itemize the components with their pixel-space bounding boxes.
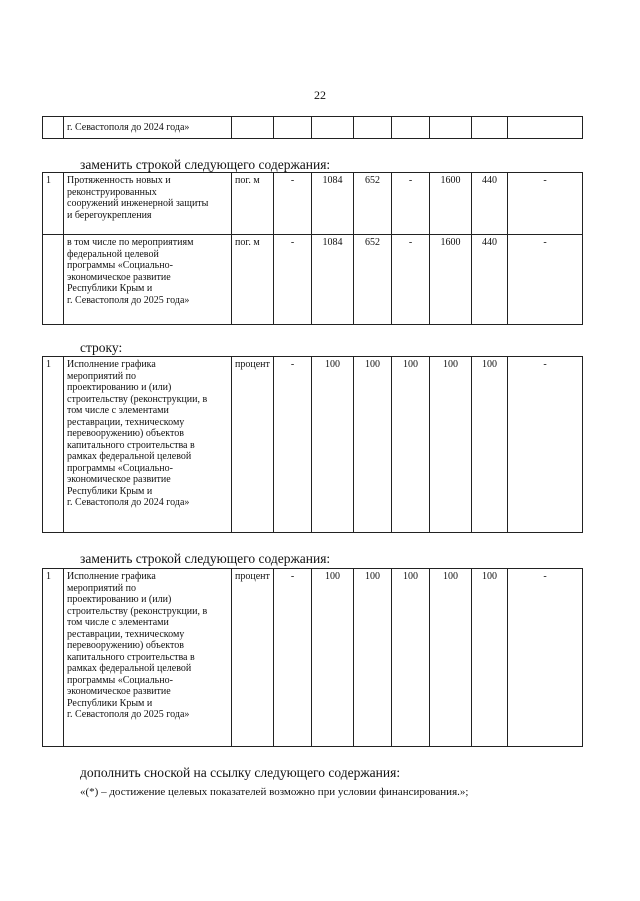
table-cell-name <box>64 569 232 747</box>
table-block-2 <box>42 356 583 533</box>
name-line: г. Севастополя до 2024 года» <box>67 497 190 508</box>
table-cell-name <box>64 173 232 235</box>
name-line: капитального строительства в <box>67 439 195 451</box>
table-cell-value: 1084 <box>312 173 354 235</box>
table-cell-value: - <box>274 235 312 325</box>
table-row <box>43 357 583 533</box>
table-cell-num: 1 <box>43 173 64 235</box>
name-line: мероприятий по <box>67 370 136 382</box>
table-cell-value: - <box>274 357 312 533</box>
name-line: сооружений инженерной защиты <box>67 198 209 209</box>
heading-row: строку: <box>80 340 123 355</box>
table-cell-value: 100 <box>392 569 430 747</box>
name-line: том числе с элементами <box>67 405 169 416</box>
table-block-1 <box>42 172 583 325</box>
name-line: Республики Крым и <box>67 283 153 294</box>
table-cell-value: 100 <box>354 357 392 533</box>
name-line: программы «Социально- <box>67 674 173 686</box>
name-line: и берегоукрепления <box>67 209 152 221</box>
name-line: мероприятий по <box>67 582 136 594</box>
name-line: программы «Социально- <box>67 260 173 271</box>
name-line: Исполнение графика <box>67 571 156 582</box>
table-cell-value: 100 <box>430 569 472 747</box>
name-line: том числе с элементами <box>67 617 169 628</box>
table-cell-value: 100 <box>430 357 472 533</box>
table-cell <box>43 117 64 139</box>
table-cell-value: - <box>508 569 583 747</box>
table-cell-value: 1084 <box>312 235 354 325</box>
table-cell <box>232 117 274 139</box>
name-line: программы «Социально- <box>67 462 173 474</box>
name-line: рамках федеральной целевой <box>67 663 192 674</box>
name-line: перевооружению) объектов <box>67 640 184 651</box>
table-cell-value: 100 <box>392 357 430 533</box>
table-cell <box>508 117 583 139</box>
table-cell-value: 100 <box>312 357 354 533</box>
table-row <box>43 235 583 325</box>
table-cell <box>430 117 472 139</box>
name-line: проектированию и (или) <box>67 382 172 393</box>
name-line: Протяженность новых и <box>67 175 171 186</box>
name-line: строительству (реконструкции, в <box>67 393 208 405</box>
table-block-3 <box>42 568 583 747</box>
table-cell-value: 100 <box>472 569 508 747</box>
name-line: рамках федеральной целевой <box>67 451 192 462</box>
table-cell <box>392 117 430 139</box>
footnote-text: «(*) – достижение целевых показателей возможно при условии финансирования.»; <box>80 786 469 798</box>
table-cell-name: г. Севастополя до 2024 года» <box>64 117 232 139</box>
table-cell-value: 440 <box>472 235 508 325</box>
name-line: федеральной целевой <box>67 248 159 260</box>
name-line: г. Севастополя до 2025 года» <box>67 294 190 306</box>
name-line: экономическое развитие <box>67 474 171 485</box>
name-line: реставрации, техническому <box>67 416 185 428</box>
table-cell-num: 1 <box>43 357 64 533</box>
table-cell-value: 100 <box>354 569 392 747</box>
table-cell-value: 1600 <box>430 173 472 235</box>
table-row <box>43 569 583 747</box>
table-cell-value: - <box>392 235 430 325</box>
table-cell-value: - <box>508 173 583 235</box>
table-cell-name <box>64 357 232 533</box>
table-cell-value: 440 <box>472 173 508 235</box>
name-line: в том числе по мероприятиям <box>67 237 194 248</box>
table-cell <box>472 117 508 139</box>
name-line: реконструированных <box>67 186 157 198</box>
table-cell-value: 652 <box>354 235 392 325</box>
table-cell-value: - <box>508 235 583 325</box>
table-cell-value: 1600 <box>430 235 472 325</box>
table-cell-unit: процент <box>232 357 274 533</box>
table-cell-num <box>43 235 64 325</box>
heading-footnote: дополнить сноской на ссылку следующего содержания: <box>80 765 401 780</box>
name-line: Республики Крым и <box>67 485 153 497</box>
page-number: 22 <box>314 88 326 102</box>
name-line: г. Севастополя до 2025 года» <box>67 709 190 720</box>
name-line: перевооружению) объектов <box>67 428 184 439</box>
name-line: экономическое развитие <box>67 271 171 283</box>
table-cell-unit: пог. м <box>232 235 274 325</box>
name-line: Исполнение графика <box>67 359 156 370</box>
name-line: реставрации, техническому <box>67 628 185 640</box>
name-line: капитального строительства в <box>67 651 195 663</box>
table-cell-value: - <box>392 173 430 235</box>
table-cell <box>312 117 354 139</box>
table-cell-value: 100 <box>472 357 508 533</box>
table-cell <box>274 117 312 139</box>
heading-replace-1: заменить строкой следующего содержания: <box>80 157 331 172</box>
name-line: проектированию и (или) <box>67 594 172 605</box>
table-row <box>43 173 583 235</box>
table-cell-value: - <box>274 173 312 235</box>
table-cell-value: 652 <box>354 173 392 235</box>
heading-replace-2: заменить строкой следующего содержания: <box>80 551 331 566</box>
table-cell-value: - <box>508 357 583 533</box>
table-cell <box>354 117 392 139</box>
name-line: Республики Крым и <box>67 697 153 709</box>
table-cell-name <box>64 235 232 325</box>
table-cell-unit: пог. м <box>232 173 274 235</box>
table-cell-value: 100 <box>312 569 354 747</box>
table-cell-num: 1 <box>43 569 64 747</box>
table-cell-unit: процент <box>232 569 274 747</box>
table-cell-value: - <box>274 569 312 747</box>
name-line: экономическое развитие <box>67 686 171 697</box>
table-fragment <box>42 116 583 139</box>
name-line: строительству (реконструкции, в <box>67 605 208 617</box>
